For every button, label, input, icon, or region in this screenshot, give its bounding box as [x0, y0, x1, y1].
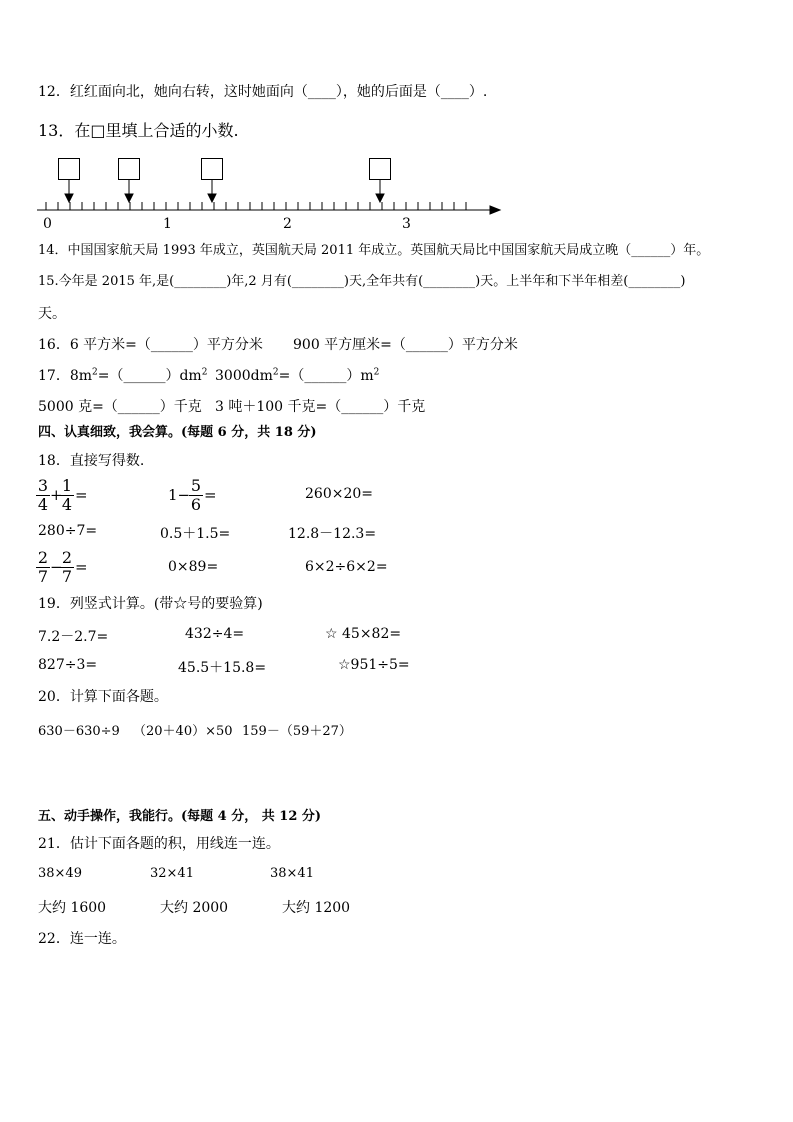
equals-sign: =	[75, 558, 88, 576]
number-line-label: 2	[283, 216, 292, 232]
question-17-a: 17．$8m^2=(\_\_\_\_\_\_)dm^2$	[38, 367, 208, 384]
expression: ☆951÷5=	[338, 657, 410, 673]
expression: 12.8－12.3=	[288, 526, 377, 542]
question-18: 18．直接写得数.	[38, 453, 145, 469]
plus-sign: +	[50, 486, 63, 504]
section-4-heading: 四、认真细致，我会算。(每题 6 分，共 18 分)	[38, 425, 317, 440]
expression: （20＋40）×50	[133, 724, 233, 739]
expression: 7.2－2.7=	[38, 629, 109, 645]
expression: 280÷7=	[38, 523, 98, 539]
estimate-option: 大约 1200	[282, 900, 351, 916]
question-13: 13．在□里填上合适的小数.	[38, 121, 239, 140]
question-12: 12．红红面向北，她向右转，这时她面向（____），她的后面是（____）.	[38, 84, 488, 100]
question-17-d: 3 吨＋100 千克=（______）千克	[215, 399, 426, 415]
expression: 159－（59＋27）	[242, 724, 352, 739]
question-17-c: 5000 克=（______）千克	[38, 399, 202, 415]
question-16-b: 900 平方厘米=（______）平方分米	[293, 337, 518, 353]
question-20: 20．计算下面各题。	[38, 689, 168, 705]
fraction: 2 7	[61, 548, 73, 586]
number-line-label: 1	[163, 216, 172, 232]
expression: 38×49	[38, 866, 82, 881]
pointer-arrowhead	[65, 194, 73, 202]
axis-arrowhead	[490, 206, 500, 214]
equals-sign: =	[204, 486, 217, 504]
expression: 45.5＋15.8=	[178, 660, 267, 676]
estimate-option: 大约 1600	[38, 900, 107, 916]
expression-prefix: 1−	[168, 486, 191, 504]
number-line-graphic	[0, 0, 793, 240]
expression: 6×2÷6×2=	[305, 559, 388, 575]
pointer-arrowhead	[125, 194, 133, 202]
expression: 260×20=	[305, 486, 373, 502]
expression: 432÷4=	[185, 626, 245, 642]
equals-sign: =	[75, 486, 88, 504]
fraction: 3 4	[37, 476, 49, 514]
section-5-heading: 五、动手操作，我能行。(每题 4 分， 共 12 分)	[38, 809, 322, 824]
expression: ☆ 45×82=	[325, 626, 402, 642]
number-line-label: 3	[402, 216, 411, 232]
expression: 0.5＋1.5=	[160, 526, 231, 542]
question-15: 15.今年是 2015 年,是(________)年,2 月有(________)天,全年共有(________)天。上半年和下半年相差(________)	[38, 274, 686, 289]
fraction: 2 7	[37, 548, 49, 586]
expression: 827÷3=	[38, 657, 98, 673]
question-19: 19．列竖式计算。(带☆号的要验算)	[38, 596, 263, 612]
expression: 630－630÷9	[38, 724, 120, 739]
question-17-b: $3000dm^2=(\_\_\_\_\_\_)m^2$	[215, 367, 380, 384]
minus-sign: −	[50, 558, 63, 576]
fraction: 1 4	[61, 476, 73, 514]
question-15-continued: 天。	[38, 306, 66, 322]
pointer-arrowhead	[208, 194, 216, 202]
fraction: 5 6	[190, 476, 202, 514]
pointer-arrowhead	[376, 194, 384, 202]
question-14: 14．中国国家航天局 1993 年成立，英国航天局 2011 年成立。英国航天局比中国国家航天局成立晚（______）年。	[38, 243, 710, 258]
question-22: 22．连一连。	[38, 931, 126, 947]
number-line-label: 0	[43, 216, 52, 232]
estimate-option: 大约 2000	[160, 900, 229, 916]
expression: 0×89=	[168, 559, 219, 575]
expression: 32×41	[150, 866, 194, 881]
expression: 38×41	[270, 866, 314, 881]
question-21: 21．估计下面各题的积，用线连一连。	[38, 836, 280, 852]
question-16-a: 16．6 平方米=（______）平方分米	[38, 337, 263, 353]
